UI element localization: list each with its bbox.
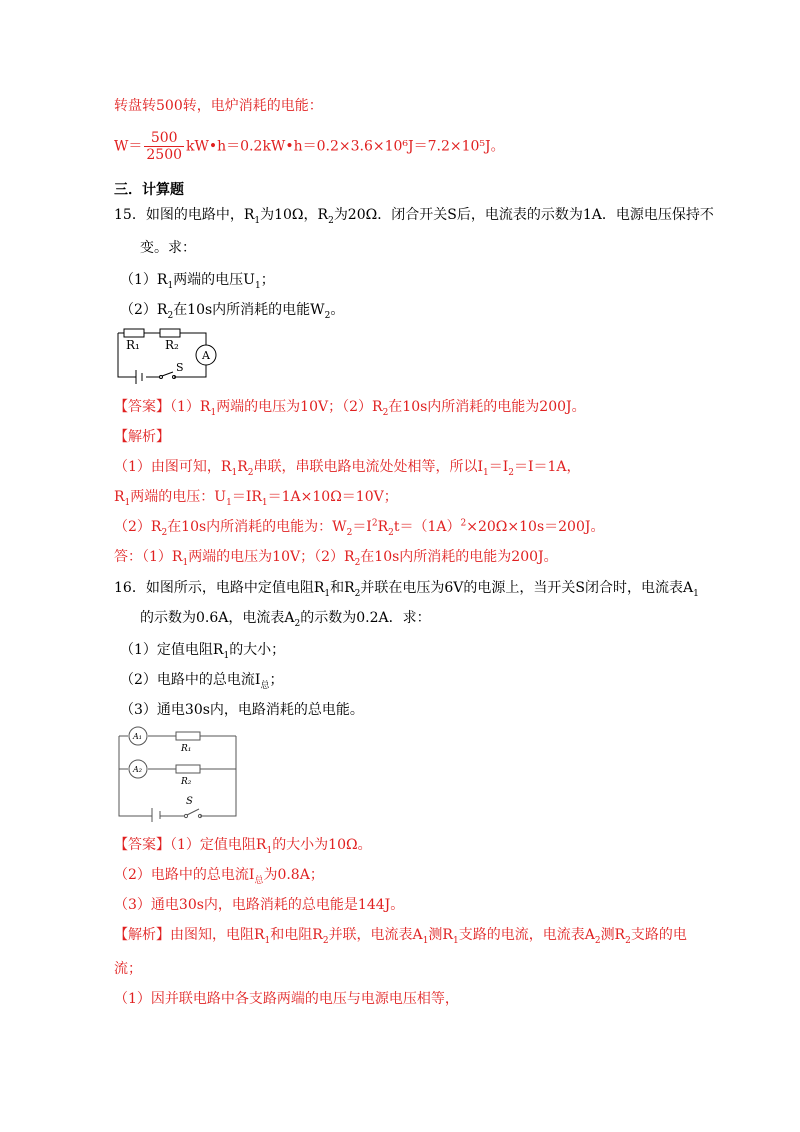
text-run: 为20Ω．闭合开关S后，电流表的示数为1A．电源电压保持不 bbox=[333, 207, 714, 223]
text-run: （2）R bbox=[120, 302, 168, 318]
ammeter-label: A bbox=[202, 349, 210, 362]
text-run: 16．如图所示，电路中定值电阻R bbox=[114, 580, 325, 596]
subscript: 1 bbox=[124, 497, 131, 508]
subscript: 2 bbox=[508, 467, 514, 478]
text-run: 测R bbox=[428, 927, 453, 943]
q16-sub1 bbox=[120, 640, 285, 660]
subscript: 2 bbox=[161, 527, 168, 538]
fraction-numerator: 500 bbox=[144, 130, 184, 147]
formula-prefix: W＝ bbox=[114, 138, 143, 155]
subscript: 2 bbox=[328, 215, 334, 226]
text-run: 由图知，电阻R bbox=[170, 927, 265, 943]
q15-stem-line2: 变。求： bbox=[140, 240, 196, 256]
subscript: 1 bbox=[182, 557, 189, 568]
subscript: 1 bbox=[324, 588, 331, 599]
prev-solution-line1: 转盘转500转，电炉消耗的电能： bbox=[114, 98, 323, 114]
switch-label: S bbox=[176, 361, 184, 374]
text-run: 在10s内所消耗的电能为200J。 bbox=[360, 549, 558, 565]
subscript: 总 bbox=[254, 875, 264, 886]
superscript: 2 bbox=[460, 518, 467, 529]
subscript: 2 bbox=[294, 618, 301, 629]
text-run: R bbox=[377, 519, 389, 535]
switch-label: S bbox=[186, 796, 193, 807]
subscript: 2 bbox=[167, 310, 174, 321]
q16-stem-line1 bbox=[114, 578, 699, 598]
text-run: 和电阻R bbox=[270, 927, 323, 943]
text-run: （1）R bbox=[170, 399, 211, 415]
section-title: 三．计算题 bbox=[114, 182, 184, 198]
text-run: ＝IR bbox=[231, 489, 262, 505]
r1-resistor bbox=[124, 329, 144, 337]
q15-analysis-line1 bbox=[114, 457, 581, 477]
q16-answer-line1 bbox=[114, 835, 372, 855]
q16-circuit-diagram bbox=[118, 726, 240, 822]
text-run: （1）R bbox=[120, 272, 168, 288]
text-run: 的示数为0.2A．求： bbox=[300, 610, 431, 626]
subscript: 1 bbox=[254, 215, 261, 226]
q16-analysis-line2: 流； bbox=[114, 961, 142, 977]
a1-label: A₁ bbox=[133, 732, 142, 741]
text-run: 在10s内所消耗的电能为：W bbox=[167, 519, 347, 535]
subscript: 1 bbox=[223, 650, 230, 661]
text-run: R bbox=[243, 207, 255, 223]
resistor-bottom bbox=[176, 765, 200, 773]
text-run: 为10Ω， bbox=[260, 207, 318, 223]
text-run: 在10s内所消耗的电能为200J。 bbox=[388, 399, 586, 415]
text-run: 并联在电压为6V的电源上，当开关S闭合时，电流表A bbox=[360, 580, 694, 596]
text-run: （1）定值电阻R bbox=[120, 642, 224, 658]
subscript: 1 bbox=[483, 467, 489, 478]
text-run: 两端的电压U bbox=[173, 272, 255, 288]
subscript: 1 bbox=[452, 935, 459, 946]
r1-label: R₁ bbox=[181, 744, 192, 754]
fraction-denominator: 2500 bbox=[146, 147, 183, 163]
fraction bbox=[144, 130, 184, 163]
superscript: 2 bbox=[371, 518, 378, 529]
text-run: （2）电路中的总电流I bbox=[114, 867, 255, 883]
text-run: 两端的电压为10V；（2）R bbox=[216, 399, 383, 415]
subscript: 2 bbox=[322, 935, 329, 946]
q16-answer-line3: （3）通电30s内，电路消耗的总电能是144J。 bbox=[114, 897, 405, 913]
answer-tag: 【答案】 bbox=[114, 399, 170, 415]
text-run: 和R bbox=[330, 580, 355, 596]
subscript: 总 bbox=[260, 680, 270, 691]
text-run: R bbox=[237, 459, 248, 475]
subscript: 1 bbox=[266, 845, 273, 856]
subscript: 2 bbox=[388, 527, 394, 538]
text-run: 支路的电 bbox=[630, 927, 687, 943]
text-run: 答：（1）R bbox=[114, 549, 183, 565]
text-run: 并联，电流表A bbox=[328, 927, 423, 943]
text-run: 两端的电压：U bbox=[130, 489, 227, 505]
subscript: 1 bbox=[226, 497, 232, 508]
text-run: 测R bbox=[600, 927, 626, 943]
text-run: （1）定值电阻R bbox=[170, 837, 267, 853]
q15-answer bbox=[114, 397, 586, 417]
q16-analysis-line1 bbox=[114, 925, 687, 945]
text-run: 。 bbox=[330, 302, 345, 318]
prev-solution-formula bbox=[114, 130, 505, 163]
text-run: 在10s内所消耗的电能W bbox=[173, 302, 325, 318]
q15-analysis-tag: 【解析】 bbox=[114, 429, 170, 445]
subscript: 1 bbox=[261, 497, 268, 508]
text-run: 的大小； bbox=[229, 642, 286, 658]
q15-circuit-diagram bbox=[110, 325, 220, 385]
text-run: ＝I bbox=[488, 459, 509, 475]
subscript: 1 bbox=[167, 280, 174, 291]
subscript: 2 bbox=[354, 588, 361, 599]
text-run: R bbox=[114, 489, 125, 505]
subscript: 1 bbox=[264, 935, 271, 946]
subscript: 1 bbox=[231, 467, 238, 478]
q15-conclusion bbox=[114, 547, 558, 567]
subscript: 2 bbox=[382, 407, 389, 418]
q16-sub2 bbox=[120, 670, 283, 690]
q15-stem-line1 bbox=[114, 205, 714, 225]
text-run: R bbox=[317, 207, 329, 223]
subscript: 2 bbox=[625, 935, 631, 946]
text-run: 串联，串联电路电流处处相等，所以I bbox=[253, 459, 483, 475]
subscript: 2 bbox=[247, 467, 254, 478]
text-run: （2）R bbox=[114, 519, 162, 535]
q15-sub1 bbox=[120, 270, 275, 290]
q16-answer-line2 bbox=[114, 865, 324, 885]
text-run: 为0.8A； bbox=[263, 867, 324, 883]
text-run: 支路的电流，电流表A bbox=[458, 927, 595, 943]
subscript: 2 bbox=[324, 310, 331, 321]
subscript: 1 bbox=[693, 588, 699, 599]
analysis-tag: 【解析】 bbox=[114, 927, 170, 943]
a2-label: A₂ bbox=[133, 765, 142, 774]
formula-suffix: kW•h＝0.2kW•h＝0.2×3.6×10⁶J＝7.2×10⁵J。 bbox=[186, 138, 505, 155]
text-run: ＝I＝1A， bbox=[514, 459, 581, 475]
resistor-top bbox=[176, 732, 200, 740]
text-run: ； bbox=[260, 272, 275, 288]
q15-sub2 bbox=[120, 300, 344, 320]
subscript: 1 bbox=[255, 280, 261, 291]
subscript: 2 bbox=[594, 935, 601, 946]
text-run: （1）由图可知，R bbox=[114, 459, 232, 475]
q15-analysis-line2 bbox=[114, 487, 398, 507]
q15-analysis-line3 bbox=[114, 517, 604, 537]
text-run: 的示数为0.6A，电流表A bbox=[140, 610, 295, 626]
r1-label: R₁ bbox=[126, 338, 140, 352]
subscript: 1 bbox=[210, 407, 217, 418]
subscript: 1 bbox=[422, 935, 429, 946]
q16-analysis-line3: （1）因并联电路中各支路两端的电压与电源电压相等， bbox=[114, 991, 459, 1007]
r2-resistor bbox=[160, 329, 180, 337]
r2-label: R₂ bbox=[165, 338, 179, 352]
text-run: 的大小为10Ω。 bbox=[272, 837, 372, 853]
switch-lever bbox=[162, 372, 173, 376]
text-run: ×20Ω×10s＝200J。 bbox=[466, 519, 605, 535]
answer-tag: 【答案】 bbox=[114, 837, 170, 853]
subscript: 2 bbox=[354, 557, 361, 568]
text-run: 两端的电压为10V；（2）R bbox=[188, 549, 355, 565]
text-run: （2）电路中的总电流I bbox=[120, 672, 261, 688]
r2-label: R₂ bbox=[181, 777, 192, 787]
text-run: t＝（1A） bbox=[393, 519, 461, 535]
subscript: 2 bbox=[346, 527, 353, 538]
text-run: ； bbox=[269, 672, 284, 688]
q16-sub3: （3）通电30s内，电路消耗的总电能。 bbox=[120, 702, 364, 718]
text-run: 15．如图的电路中， bbox=[114, 207, 244, 223]
switch-lever bbox=[187, 809, 199, 815]
q16-stem-line2 bbox=[140, 608, 431, 628]
text-run: ＝I bbox=[352, 519, 372, 535]
text-run: ＝1A×10Ω＝10V； bbox=[267, 489, 398, 505]
